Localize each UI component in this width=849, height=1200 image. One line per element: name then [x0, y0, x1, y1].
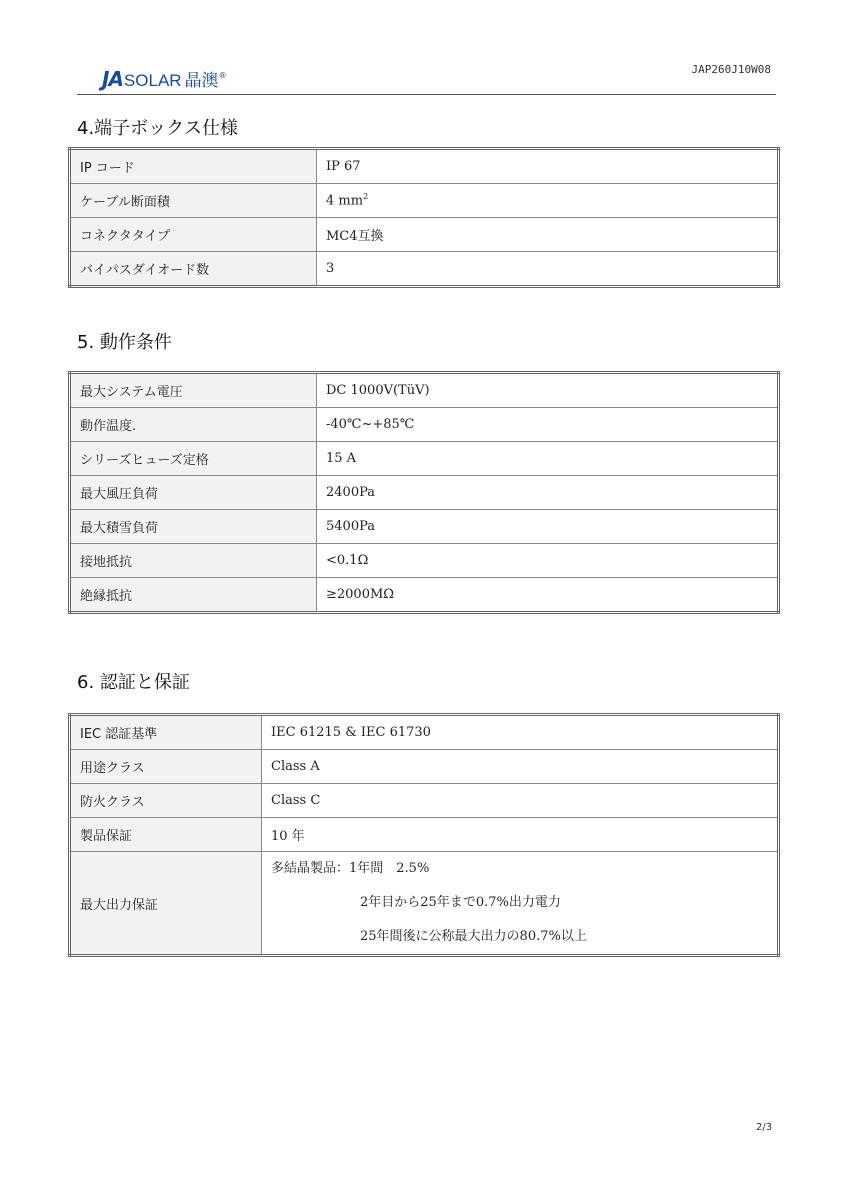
- section-title-operating-conditions: 5. 動作条件: [77, 332, 172, 353]
- header-divider: [77, 94, 776, 95]
- spec-key: 最大出力保証: [70, 852, 262, 956]
- spec-value: DC 1000V(TüV): [317, 373, 779, 408]
- spec-value: MC4互換: [317, 218, 779, 252]
- spec-key: 防火クラス: [70, 784, 262, 818]
- spec-key: IP コード: [70, 149, 317, 184]
- logo-chinese-name: 晶澳: [184, 71, 219, 91]
- table-row: [70, 818, 779, 852]
- table-row: [70, 784, 779, 818]
- junction-box-spec-table: [68, 147, 780, 288]
- spec-value: ≥2000MΩ: [317, 578, 779, 613]
- logo-ja: JA: [102, 67, 123, 91]
- company-logo: [102, 66, 227, 92]
- spec-value: Class C: [262, 784, 779, 818]
- table-row: [70, 184, 779, 218]
- spec-key: 最大積雪負荷: [70, 510, 317, 544]
- table-row: [70, 750, 779, 784]
- spec-key: 用途クラス: [70, 750, 262, 784]
- section-title-junction-box: 4.端子ボックス仕様: [77, 118, 238, 139]
- table-row: [70, 476, 779, 510]
- table-row: [70, 442, 779, 476]
- spec-value: 15 A: [317, 442, 779, 476]
- table-row: [70, 715, 779, 750]
- spec-key: 接地抵抗: [70, 544, 317, 578]
- certification-warranty-table: [68, 713, 780, 957]
- spec-value: [262, 852, 779, 956]
- section-title-certification-warranty: 6. 認証と保証: [77, 672, 190, 693]
- warranty-line-1: 多結晶製品：1年間 2.5%: [271, 861, 430, 876]
- operating-conditions-table: [68, 371, 780, 614]
- table-row: [70, 149, 779, 184]
- document-id: JAP260J10W08: [691, 63, 771, 76]
- spec-value: 10 年: [262, 818, 779, 852]
- logo-registered-mark: ®: [218, 71, 227, 80]
- spec-key: 製品保証: [70, 818, 262, 852]
- page-number: 2/3: [756, 1122, 773, 1133]
- spec-key: IEC 認証基準: [70, 715, 262, 750]
- spec-value: <0.1Ω: [317, 544, 779, 578]
- spec-key: 動作温度.: [70, 408, 317, 442]
- cable-area-value: 4 mm: [326, 193, 364, 209]
- spec-key: コネクタタイプ: [70, 218, 317, 252]
- table-row: [70, 510, 779, 544]
- spec-key: 絶縁抵抗: [70, 578, 317, 613]
- spec-key: 最大システム電圧: [70, 373, 317, 408]
- warranty-line-2: 2年目から25年まで0.7%出力電力: [360, 895, 561, 910]
- table-row: [70, 852, 779, 956]
- logo-solar: SOLAR: [123, 71, 182, 90]
- spec-key: シリーズヒューズ定格: [70, 442, 317, 476]
- warranty-line-3: 25年間後に公称最大出力の80.7%以上: [360, 929, 587, 944]
- table-row: [70, 218, 779, 252]
- spec-value: [317, 184, 779, 218]
- spec-value: IEC 61215 & IEC 61730: [262, 715, 779, 750]
- spec-value: 2400Pa: [317, 476, 779, 510]
- superscript-2: 2: [363, 192, 369, 202]
- spec-value: 5400Pa: [317, 510, 779, 544]
- table-row: [70, 408, 779, 442]
- spec-value: 3: [317, 252, 779, 287]
- spec-value: Class A: [262, 750, 779, 784]
- spec-key: ケーブル断面積: [70, 184, 317, 218]
- spec-value: -40℃~+85℃: [317, 408, 779, 442]
- table-row: [70, 578, 779, 613]
- table-row: [70, 373, 779, 408]
- spec-key: 最大風圧負荷: [70, 476, 317, 510]
- table-row: [70, 544, 779, 578]
- spec-value: IP 67: [317, 149, 779, 184]
- table-row: [70, 252, 779, 287]
- spec-key: バイパスダイオード数: [70, 252, 317, 287]
